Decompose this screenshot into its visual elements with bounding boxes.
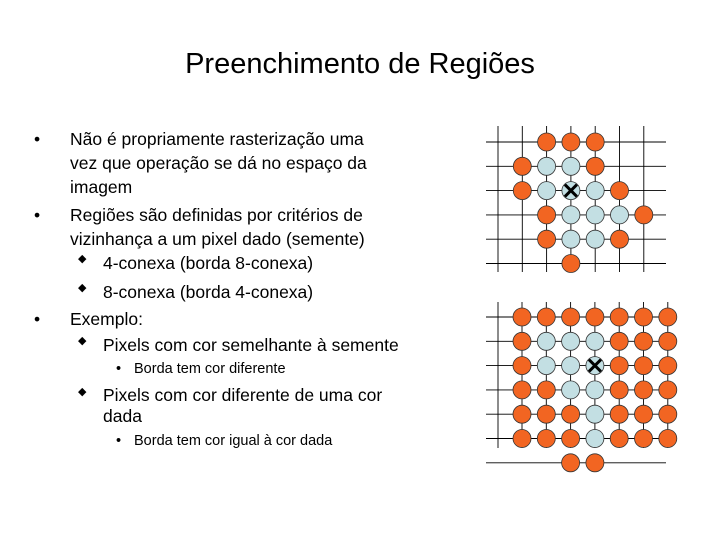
bullet-1-line-2: vez que operação se dá no espaço da (70, 153, 367, 173)
bullet-3-sub-1: Pixels com cor semelhante à semente (103, 335, 399, 355)
border-pixel (610, 381, 628, 399)
bullet-dot: • (34, 309, 41, 329)
bullet-dot: • (116, 433, 122, 449)
diamond-bullet-icon: ◆ (78, 386, 87, 398)
diagram-4-connected-fill (486, 126, 666, 273)
interior-pixel (586, 381, 604, 399)
border-pixel (610, 405, 628, 423)
border-pixel (562, 454, 580, 472)
bullet-1-line-1: Não é propriamente rasterização uma (70, 129, 364, 149)
border-pixel (513, 332, 531, 350)
border-pixel (513, 357, 531, 375)
bullet-1-line-3: imagem (70, 177, 133, 197)
border-pixel (537, 381, 555, 399)
border-pixel (538, 206, 556, 224)
interior-pixel (611, 206, 629, 224)
border-pixel (610, 357, 628, 375)
bullet-3-sub-1-sub-1: Borda tem cor diferente (134, 361, 286, 377)
bullet-2-line-1: Regiões são definidas por critérios de (70, 205, 363, 225)
interior-pixel (586, 332, 604, 350)
interior-pixel (586, 230, 604, 248)
border-pixel (562, 255, 580, 273)
interior-pixel (586, 405, 604, 423)
border-pixel (635, 405, 653, 423)
border-pixel (513, 381, 531, 399)
interior-pixel (562, 381, 580, 399)
border-pixel (635, 357, 653, 375)
border-pixel (562, 133, 580, 151)
interior-pixel (586, 182, 604, 200)
border-pixel (586, 308, 604, 326)
border-pixel (635, 381, 653, 399)
border-pixel (635, 308, 653, 326)
border-pixel (635, 430, 653, 448)
diamond-bullet-icon: ◆ (78, 282, 87, 294)
border-pixel (586, 133, 604, 151)
interior-pixel (562, 357, 580, 375)
diamond-bullet-icon: ◆ (78, 253, 87, 265)
border-pixel (659, 381, 677, 399)
bullet-dot: • (116, 361, 122, 377)
border-pixel (659, 430, 677, 448)
border-pixel (659, 357, 677, 375)
bullet-3-sub-2-line-2: dada (103, 406, 142, 426)
bullet-2-line-2: vizinhança a um pixel dado (semente) (70, 229, 365, 249)
interior-pixel (586, 430, 604, 448)
interior-pixel (562, 206, 580, 224)
interior-pixel (537, 332, 555, 350)
interior-pixel (562, 157, 580, 175)
bullet-3-sub-2-sub-1: Borda tem cor igual à cor dada (134, 433, 333, 449)
border-pixel (562, 308, 580, 326)
border-pixel (610, 308, 628, 326)
interior-pixel (538, 157, 556, 175)
bullet-2-sub-1: 4-conexa (borda 8-conexa) (103, 253, 314, 273)
border-pixel (513, 157, 531, 175)
border-pixel (513, 405, 531, 423)
border-pixel (659, 308, 677, 326)
border-pixel (611, 230, 629, 248)
interior-pixel (586, 206, 604, 224)
border-pixel (611, 182, 629, 200)
border-pixel (635, 206, 653, 224)
border-pixel (537, 308, 555, 326)
border-pixel (610, 332, 628, 350)
border-pixel (635, 332, 653, 350)
border-pixel (562, 405, 580, 423)
border-pixel (586, 157, 604, 175)
border-pixel (513, 182, 531, 200)
interior-pixel (562, 332, 580, 350)
interior-pixel (537, 357, 555, 375)
border-pixel (610, 430, 628, 448)
border-pixel (537, 405, 555, 423)
border-pixel (659, 332, 677, 350)
border-pixel (562, 430, 580, 448)
bullet-dot: • (34, 205, 41, 225)
bullet-dot: • (34, 129, 41, 149)
bullet-2-sub-2: 8-conexa (borda 4-conexa) (103, 282, 314, 302)
border-pixel (513, 430, 531, 448)
bullet-3-sub-2-line-1: Pixels com cor diferente de uma cor (103, 385, 383, 405)
interior-pixel (538, 182, 556, 200)
diamond-bullet-icon: ◆ (78, 335, 87, 347)
bullet-3-line-1: Exemplo: (70, 309, 143, 329)
diagram-boundary-fill (486, 302, 677, 472)
border-pixel (659, 405, 677, 423)
border-pixel (513, 308, 531, 326)
slide-title: Preenchimento de Regiões (185, 48, 535, 80)
border-pixel (586, 454, 604, 472)
border-pixel (537, 430, 555, 448)
border-pixel (538, 230, 556, 248)
interior-pixel (562, 230, 580, 248)
border-pixel (538, 133, 556, 151)
